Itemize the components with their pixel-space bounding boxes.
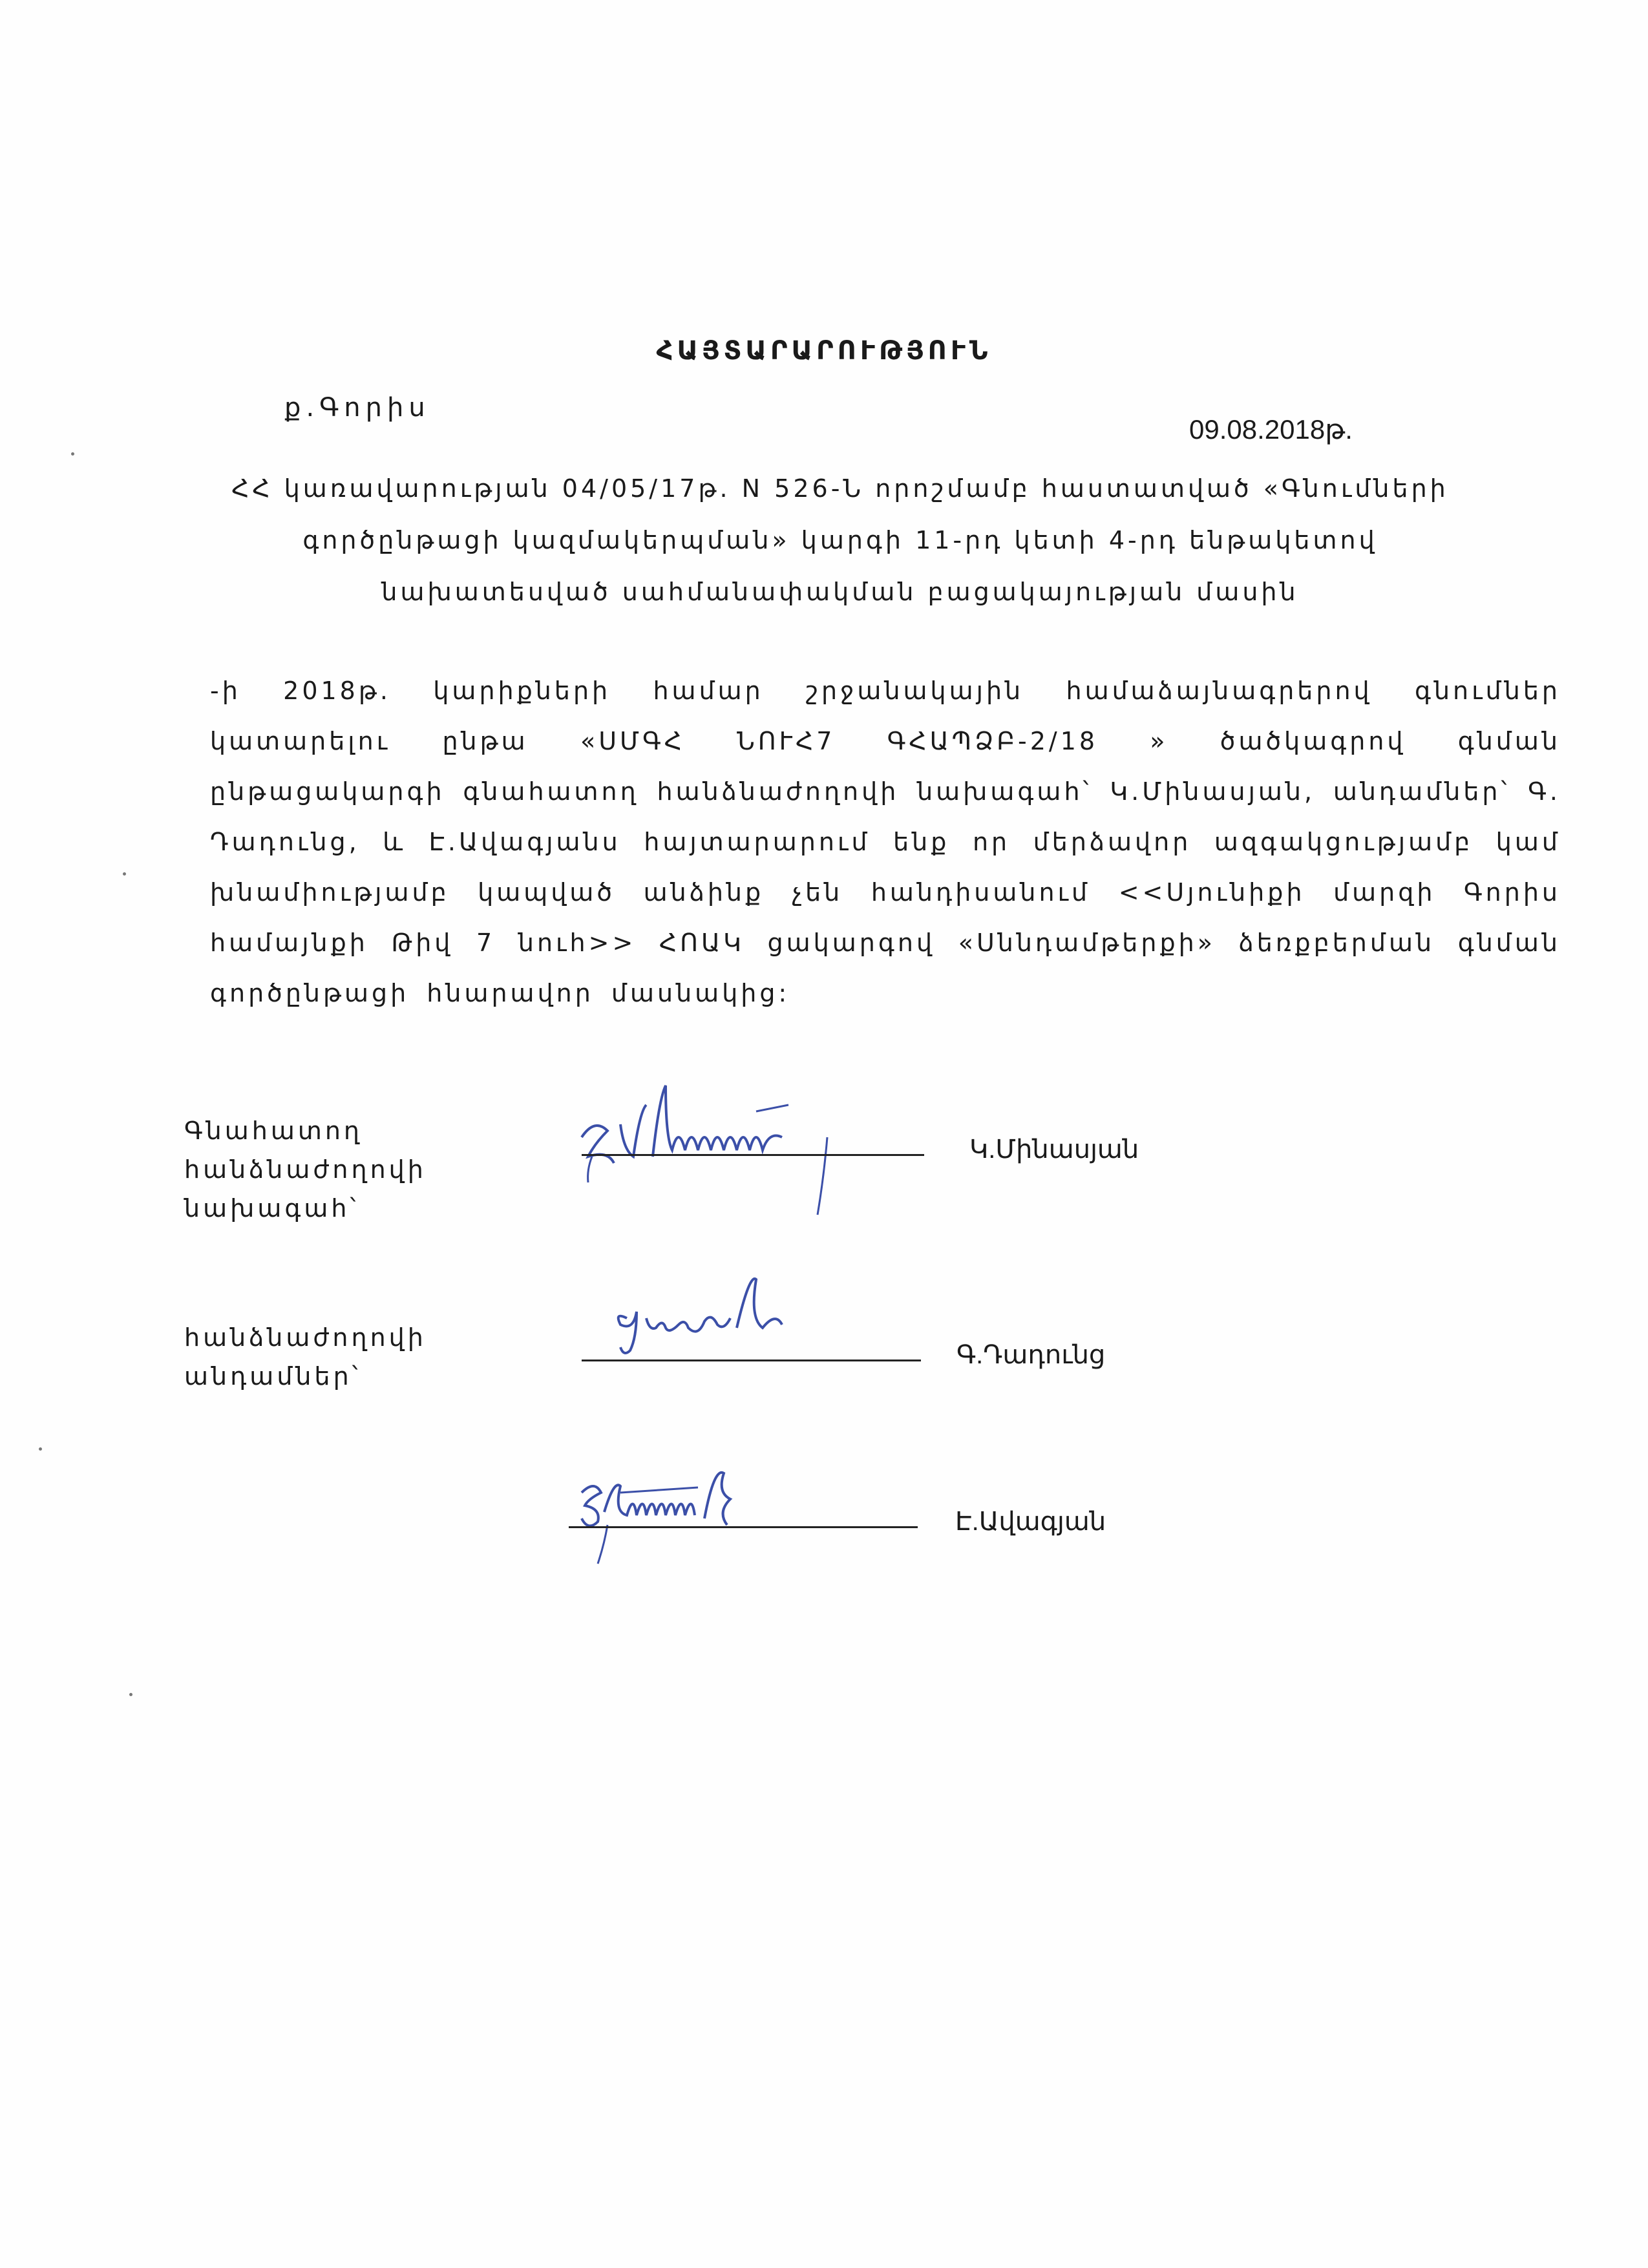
scan-speck [123, 872, 126, 876]
scan-speck [129, 1693, 132, 1696]
document-place: ք.Գորիս [284, 393, 430, 423]
signature-role-chair: Գնահատող հանձնաժողովի նախագահ՝ [184, 1117, 427, 1223]
document-title: ՀԱՅՏԱՐԱՐՈՒԹՅՈՒՆ [656, 336, 992, 366]
signature-name-member-2: Է.Ավագյան [955, 1507, 1106, 1536]
signature-name-chair: Կ.Մինասյան [969, 1135, 1139, 1164]
signature-line-chair [582, 1154, 924, 1156]
document-body: -ի 2018թ. կարիքների համար շրջանակային համաձայնագրերով գնումներ կատարելու ընթա «ՍՄԳՀ ՆՈՒՀ7 ԳՀԱՊՁԲ-2/18 » ծածկագրով գնման ընթացակարգի գնահատող հանձնաժողովի նախագահ՝ Կ.Մինասյան, անդամներ՝ Գ. Դադունց, և Է.Ավագյանս հայտարարում ենք որ մերձավոր ազգակցությամբ կամ խնամիությամբ կապված անձինք չեն հանդիսանում <<Սյունիքի մարզի Գորիս համայնքի Թիվ 7 նուհ>> ՀՈԱԿ ցակարգով «Սննդամթերքի» ձեռքբերման գնման գործընթացի հնարավոր մասնակից: [210, 677, 1561, 1007]
signature-name-member-1: Գ.Դադունց [956, 1341, 1106, 1369]
signature-chair [569, 1060, 866, 1228]
document-date: 09.08.2018թ. [1189, 414, 1353, 445]
signature-line-member-1 [582, 1360, 921, 1361]
scan-speck [71, 452, 74, 456]
signature-line-member-2 [569, 1526, 918, 1528]
document-subject: ՀՀ կառավարության 04/05/17թ. N 526-Ն որոշմամբ հաստատված «Գնումների գործընթացի կազմակերպման» կարգի 11-րդ կետի 4-րդ ենթակետով նախատեսված սահմանափակման բացակայության մասին [231, 474, 1449, 606]
scan-speck [39, 1447, 42, 1451]
signature-role-members: հանձնաժողովի անդամներ՝ [184, 1323, 427, 1391]
signature-member-2 [569, 1454, 801, 1570]
signature-member-1 [607, 1266, 840, 1370]
